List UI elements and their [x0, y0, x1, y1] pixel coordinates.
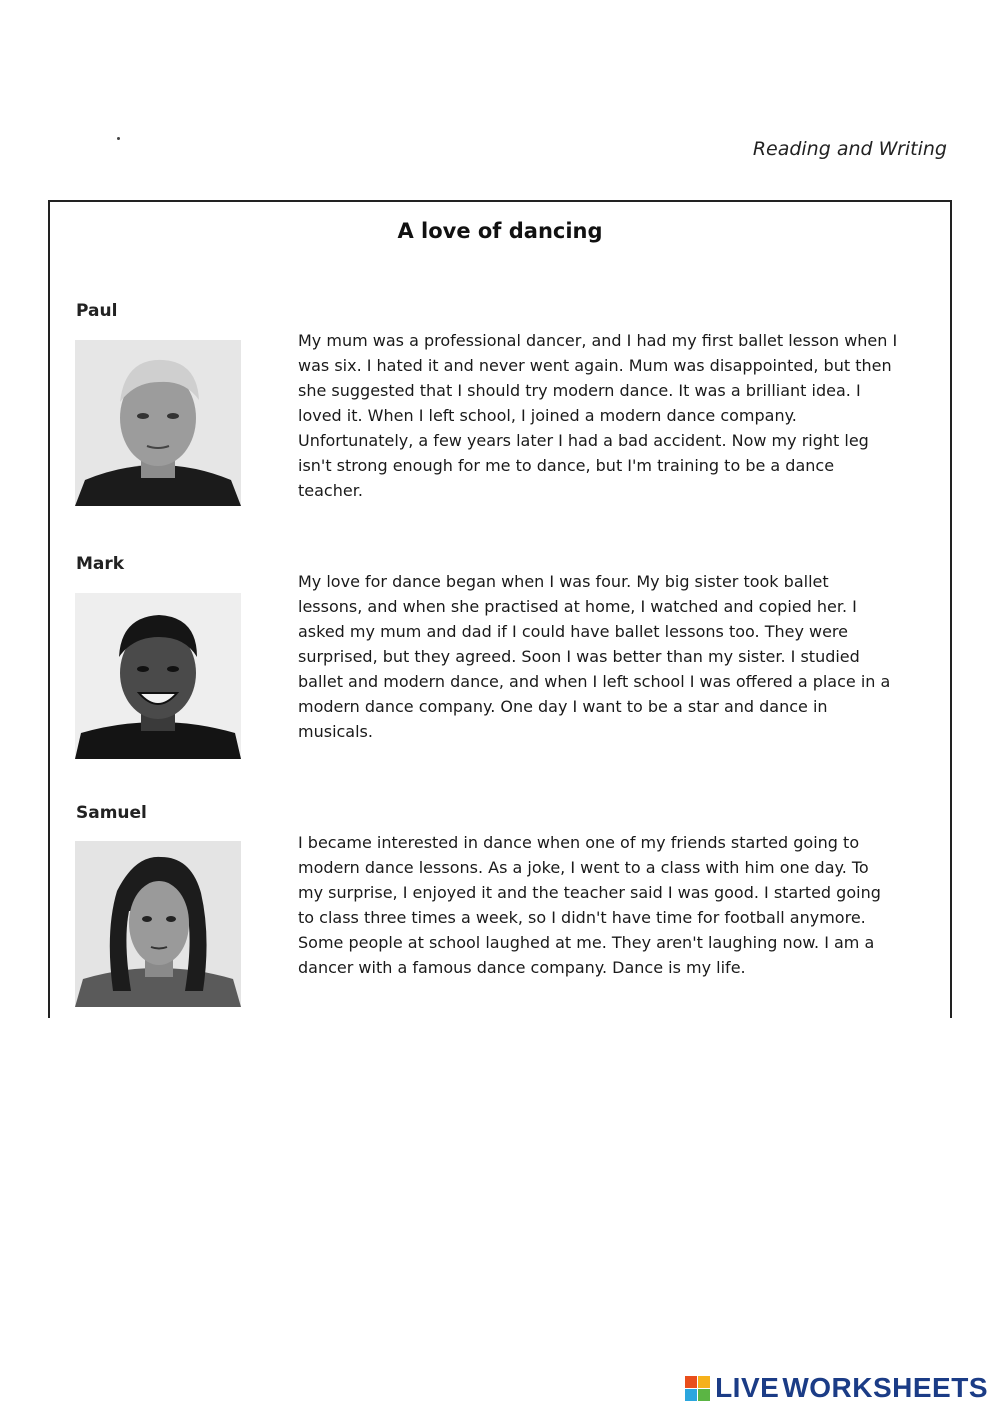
- bio-paul: My mum was a professional dancer, and I had my first ballet lesson when I was six. I hated it and never went again. Mum was disappointed, but then she suggested that I should try modern dance. It was a brilliant idea. I loved it. When I left school, I joined a modern dance company. Unfortunately, a few years later I had a bad accident. Now my right leg isn't strong enough for me to dance, but I'm training to be a dance teacher.: [298, 331, 898, 500]
- article-frame: [48, 200, 952, 1018]
- portrait-samuel-image: [75, 841, 241, 1007]
- bio-mark: My love for dance began when I was four. My big sister took ballet lessons, and when she practised at home, I watched and copied her. I asked my mum and dad if I could have ballet lessons too. They were surprised, but they agreed. Soon I was better than my sister. I studied ballet and modern dance, and when I left school I was offered a place in a modern dance company. One day I want to be a star and dance in musicals.: [298, 572, 891, 741]
- bio-samuel: I became interested in dance when one of my friends started going to modern dance lessons. As a joke, I went to a class with him one day. To my surprise, I enjoyed it and the teacher said I was good. I started going to class three times a week, so I didn't have time for football anymore. Some people at school laughed at me. They aren't laughing now. I am a dancer with a famous dance company. Dance is my life.: [298, 833, 881, 977]
- liveworksheets-logo: [685, 1372, 988, 1404]
- portrait-paul-image: [75, 340, 241, 506]
- logo-square: [685, 1376, 697, 1388]
- logo-square: [698, 1389, 710, 1401]
- section-label: Reading and Writing: [752, 138, 947, 160]
- liveworksheets-logo-icon: [685, 1376, 710, 1401]
- article-title: A love of dancing: [397, 219, 603, 243]
- portrait-samuel: [75, 841, 241, 1007]
- logo-square: [698, 1376, 710, 1388]
- person-name-paul: Paul: [76, 301, 118, 321]
- logo-square: [685, 1389, 697, 1401]
- portrait-mark: [75, 593, 241, 759]
- brand-suffix: WORKSHEETS: [782, 1372, 988, 1403]
- portrait-mark-image: [75, 593, 241, 759]
- portrait-paul: [75, 340, 241, 506]
- stray-dot: [117, 137, 120, 140]
- person-name-samuel: Samuel: [76, 803, 147, 823]
- person-name-mark: Mark: [76, 554, 125, 574]
- brand-prefix: LIVE: [715, 1372, 780, 1403]
